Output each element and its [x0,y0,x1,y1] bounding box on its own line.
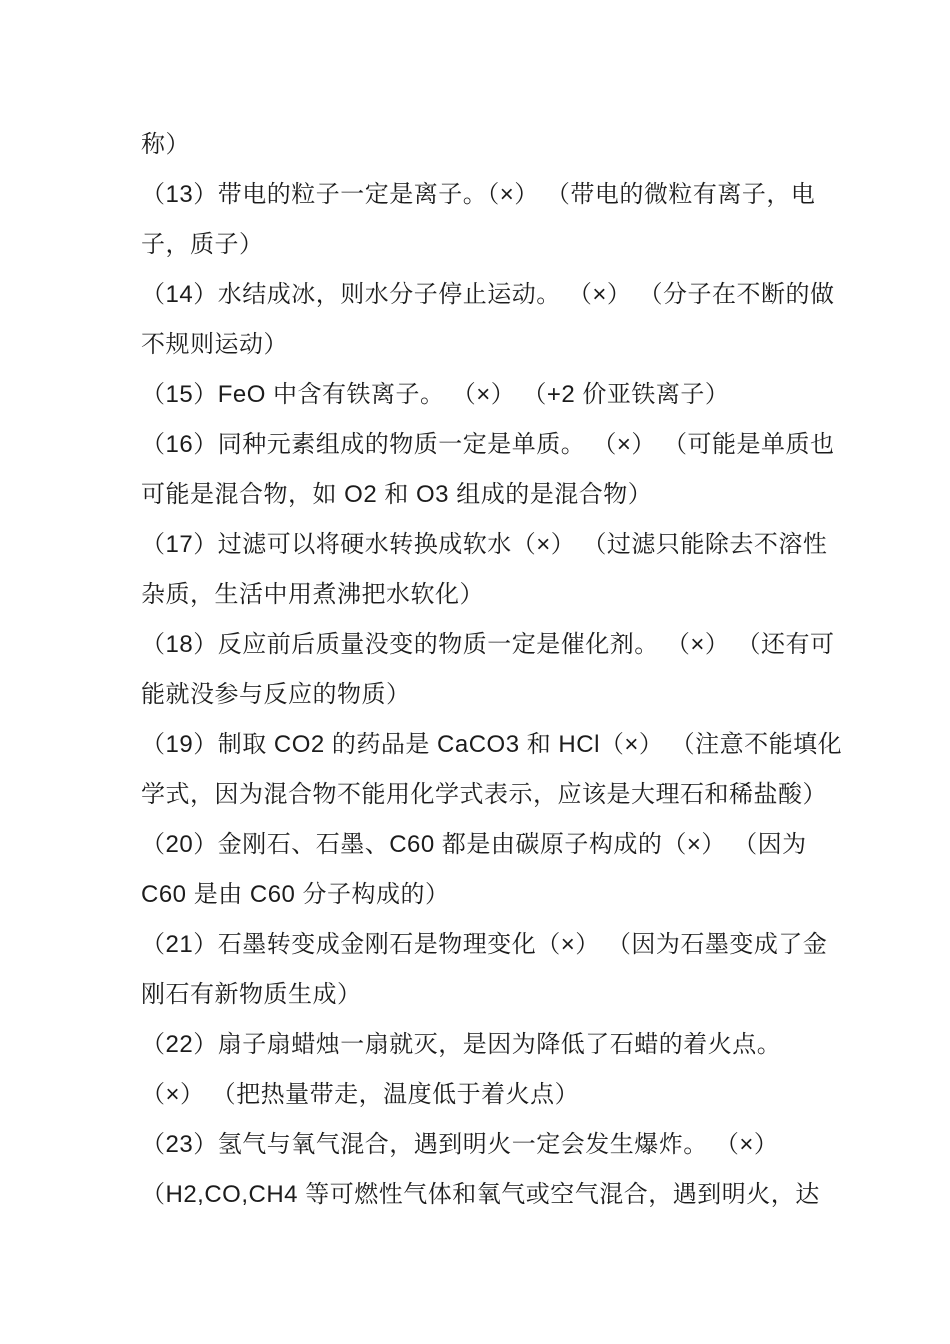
text-line: 学式，因为混合物不能用化学式表示，应该是大理石和稀盐酸） [141,781,827,808]
text-line: 可能是混合物，如 O2 和 O3 组成的是混合物） [141,481,653,508]
text-line: （13）带电的粒子一定是离子。（×） （带电的微粒有离子，电 [141,181,816,208]
text-line: （16）同种元素组成的物质一定是单质。 （×） （可能是单质也 [141,431,835,458]
text-line: 子，质子） [141,231,264,258]
text-line: 能就没参与反应的物质） [141,681,411,708]
text-line: （22）扇子扇蜡烛一扇就灭，是因为降低了石蜡的着火点。 [141,1031,782,1058]
text-line: （21）石墨转变成金刚石是物理变化（×） （因为石墨变成了金 [141,931,828,958]
text-line: （H2,CO,CH4 等可燃性气体和氧气或空气混合，遇到明火，达 [141,1181,820,1208]
text-line: （20）金刚石、石墨、C60 都是由碳原子构成的（×） （因为 [141,831,807,858]
document-text [141,120,843,1220]
text-line: （14）水结成冰，则水分子停止运动。 （×） （分子在不断的做 [141,281,835,308]
text-line: 不规则运动） [141,331,288,358]
text-line: （×） （把热量带走，温度低于着火点） [141,1081,580,1108]
text-line: （15）FeO 中含有铁离子。 （×） （+2 价亚铁离子） [141,381,730,408]
text-line: （17）过滤可以将硬水转换成软水（×） （过滤只能除去不溶性 [141,531,828,558]
text-line: （18）反应前后质量没变的物质一定是催化剂。 （×） （还有可 [141,631,835,658]
text-line: 杂质，生活中用煮沸把水软化） [141,581,484,608]
text-line: （23）氢气与氧气混合，遇到明火一定会发生爆炸。 （×） [141,1131,779,1158]
text-line: C60 是由 C60 分子构成的） [141,881,450,908]
text-line: 称） [141,131,190,158]
text-line: （19）制取 CO2 的药品是 CaCO3 和 HCl（×） （注意不能填化 [141,731,843,758]
text-line: 刚石有新物质生成） [141,981,362,1008]
